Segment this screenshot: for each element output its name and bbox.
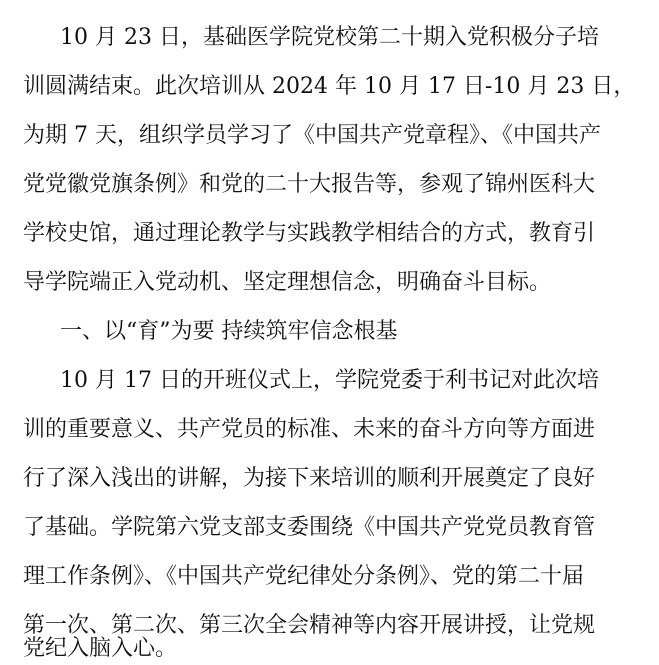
paragraph-2-line-2: 训的重要意义、共产党员的标准、未来的奋斗方向等方面进 <box>23 417 596 442</box>
paragraph-1-line-4: 党党徽党旗条例》和党的二十大报告等，参观了锦州医科大 <box>23 172 596 197</box>
paragraph-2-line-1: 10 月 17 日的开班仪式上，学院党委于利书记对此次培 <box>60 368 599 393</box>
section-heading-1: 一、以“育”为要 持续筑牢信念根基 <box>60 319 398 344</box>
paragraph-2-line-6: 第一次、第二次、第三次全会精神等内容开展讲授，让党规 <box>23 613 596 638</box>
paragraph-2-line-5: 理工作条例》、《中国共产党纪律处分条例》、党的第二十届 <box>23 564 585 589</box>
paragraph-2-line-7: 党纪入脑入心。 <box>23 636 178 661</box>
paragraph-1-line-2: 训圆满结束。此次培训从 2024 年 10 月 17 日-10 月 23 日， <box>23 74 636 99</box>
paragraph-1-line-1: 10 月 23 日，基础医学院党校第二十期入党积极分子培 <box>60 25 599 50</box>
paragraph-1-line-3: 为期 7 天，组织学员学习了《中国共产党章程》、《中国共产 <box>23 123 601 148</box>
paragraph-2-line-4: 了基础。学院第六党支部支委围绕《中国共产党党员教育管 <box>23 515 596 540</box>
paragraph-1-line-5: 学校史馆，通过理论教学与实践教学相结合的方式，教育引 <box>23 221 596 246</box>
paragraph-1-line-6: 导学院端正入党动机、坚定理想信念，明确奋斗目标。 <box>23 270 552 295</box>
paragraph-2-line-3: 行了深入浅出的讲解，为接下来培训的顺利开展奠定了良好 <box>23 466 596 491</box>
